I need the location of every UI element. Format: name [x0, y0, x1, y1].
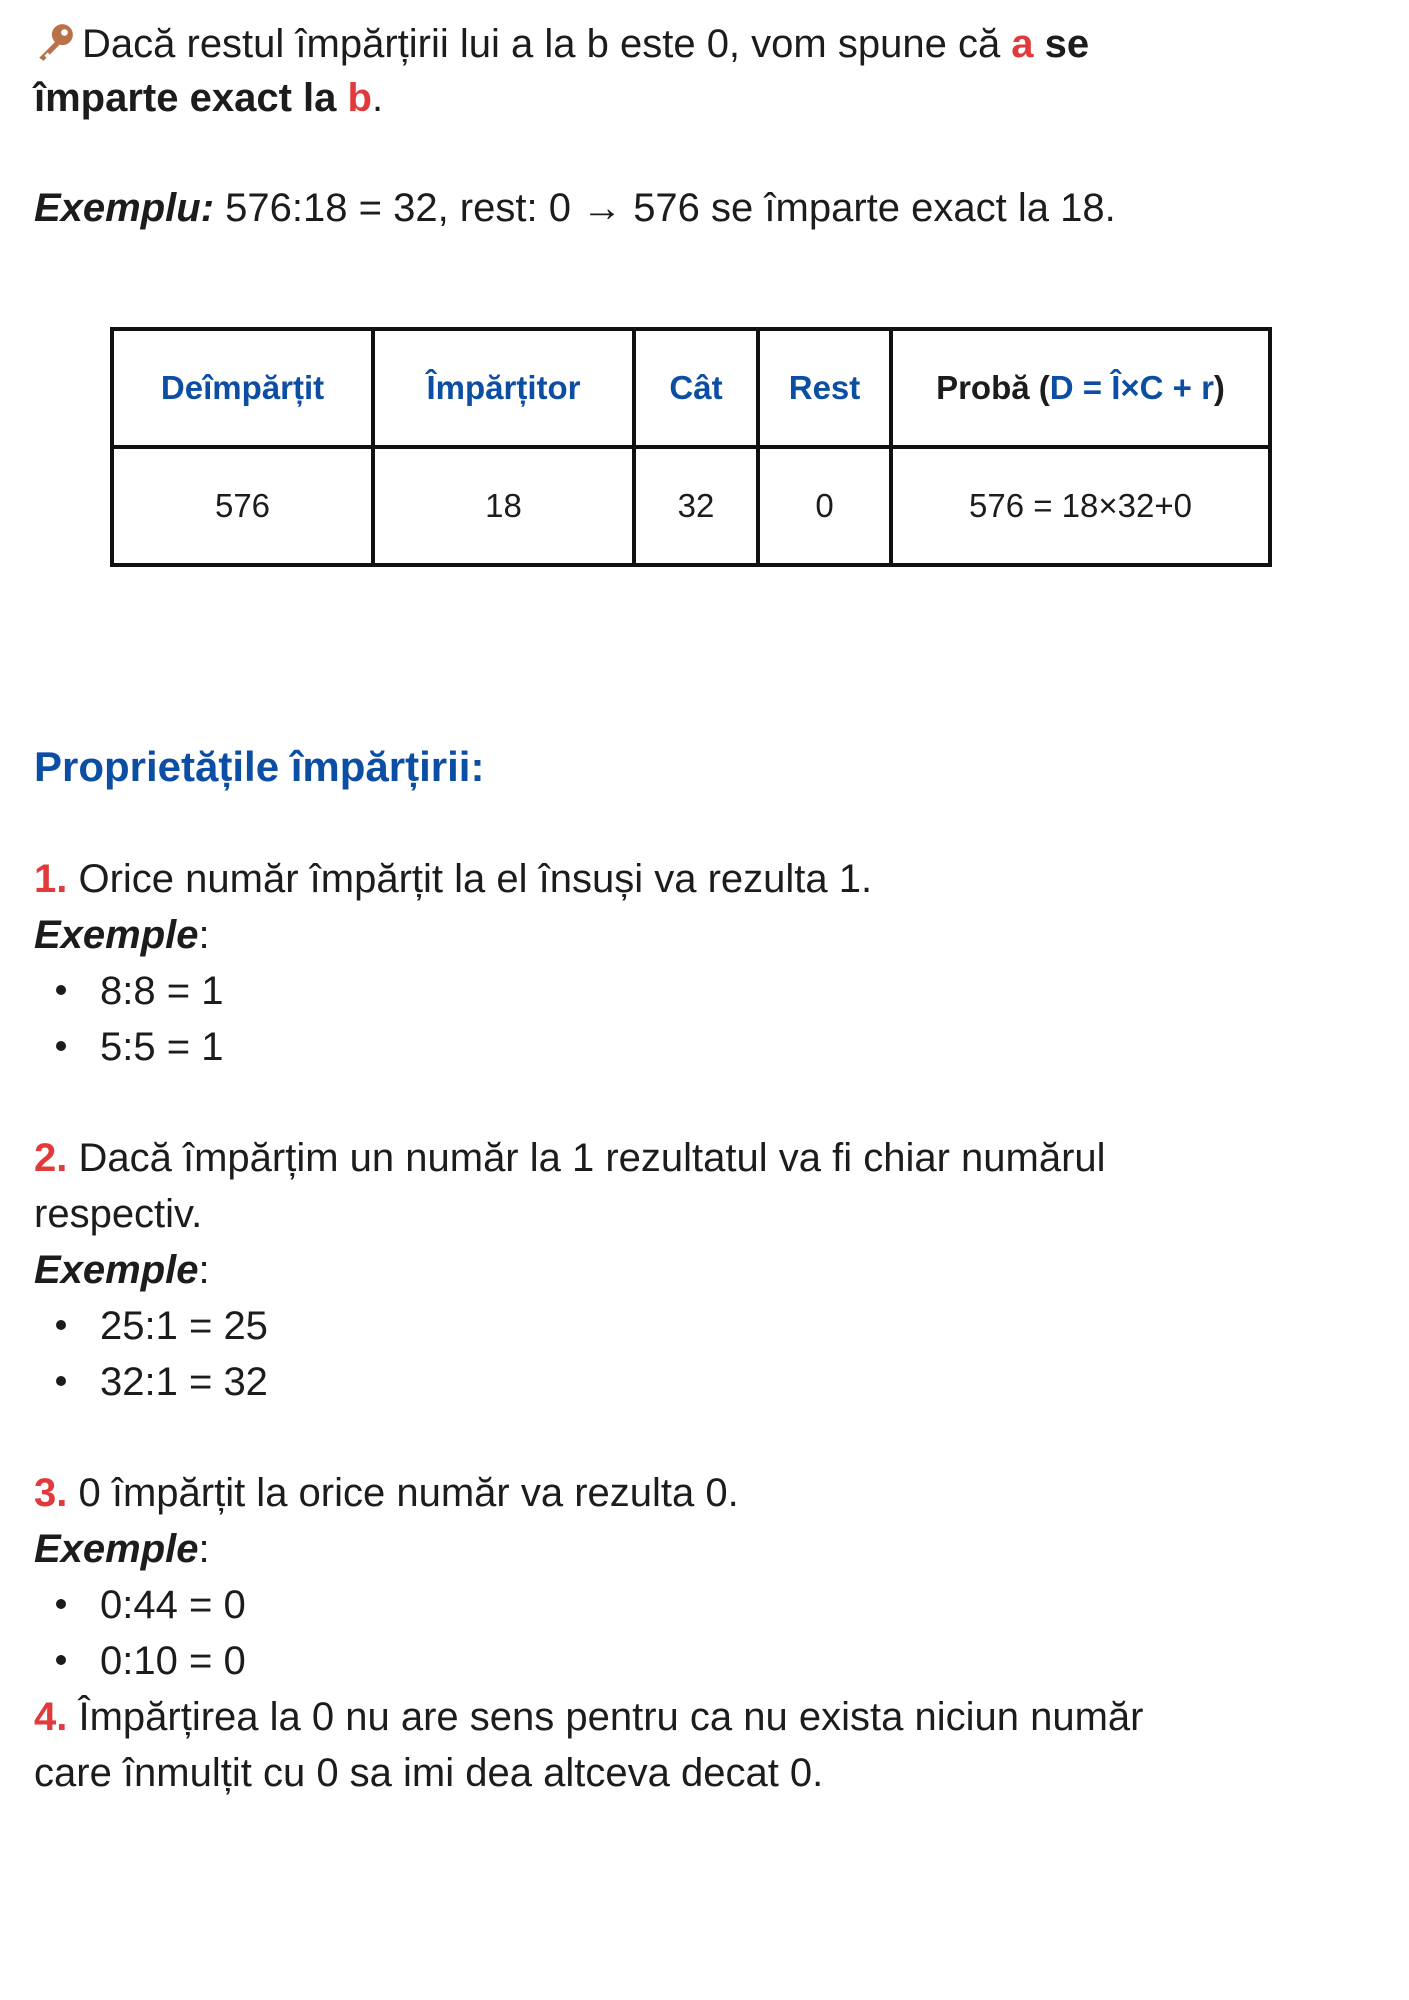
list-item: 5:5 = 1 [56, 1019, 223, 1075]
intro-bold: împarte exact la [34, 76, 348, 120]
property-2-examples-label: Exemple: [34, 1248, 210, 1292]
var-a: a [1011, 22, 1034, 66]
property-2-text-cont: respectiv. [34, 1192, 203, 1236]
example-line [34, 180, 1116, 236]
var-b: b [347, 76, 372, 120]
example-label: Exemplu: [34, 186, 215, 230]
cell-cat: 32 [634, 447, 758, 565]
property-2 [34, 1130, 1106, 1186]
cell-proba: 576 = 18×32+0 [891, 447, 1270, 565]
intro-text: Dacă restul împărțirii lui a la b este 0, vom spune că [82, 22, 1012, 66]
property-2-text: Dacă împărțim un număr la 1 rezultatul va fi chiar numărul [67, 1136, 1106, 1180]
table-header-row [112, 329, 1270, 447]
intro-se: se [1033, 22, 1090, 66]
property-1-examples-label: Exemple: [34, 913, 210, 957]
bullet-icon [56, 1599, 66, 1609]
property-1-text: Orice număr împărțit la el însuși va rezulta 1. [67, 857, 873, 901]
col-proba: Probă (D = Î×C + r) [891, 329, 1270, 447]
bullet-icon [56, 1041, 66, 1051]
division-table [110, 327, 1272, 567]
property-3 [34, 1465, 739, 1521]
property-4-number: 4. [34, 1695, 68, 1739]
property-3-examples-label: Exemple: [34, 1527, 210, 1571]
col-rest: Rest [758, 329, 891, 447]
intro-end: . [371, 76, 384, 120]
property-1-number: 1. [34, 857, 68, 901]
list-item: 0:44 = 0 [56, 1577, 246, 1633]
intro-line-1 [34, 16, 1089, 72]
key-icon [34, 21, 76, 63]
property-4 [34, 1689, 1144, 1745]
properties-heading: Proprietățile împărțirii: [34, 743, 485, 790]
list-item: 25:1 = 25 [56, 1298, 268, 1354]
col-impartitor: Împărțitor [373, 329, 634, 447]
property-3-number: 3. [34, 1471, 68, 1515]
property-4-text: Împărțirea la 0 nu are sens pentru ca nu exista niciun număr [67, 1695, 1144, 1739]
cell-deimpartit: 576 [112, 447, 373, 565]
property-1 [34, 851, 872, 907]
example-text: 576:18 = 32, rest: 0 → 576 se împarte exact la 18. [214, 186, 1116, 230]
list-item: 8:8 = 1 [56, 963, 223, 1019]
cell-rest: 0 [758, 447, 891, 565]
bullet-icon [56, 1655, 66, 1665]
property-4-text-cont: care înmulțit cu 0 sa imi dea altceva decat 0. [34, 1751, 824, 1795]
list-item: 32:1 = 32 [56, 1354, 268, 1410]
bullet-icon [56, 985, 66, 995]
cell-impartitor: 18 [373, 447, 634, 565]
col-deimpartit: Deîmpărțit [112, 329, 373, 447]
property-2-number: 2. [34, 1136, 68, 1180]
intro-line-2 [34, 70, 383, 126]
col-cat: Cât [634, 329, 758, 447]
list-item: 0:10 = 0 [56, 1633, 246, 1689]
table-row [112, 447, 1270, 565]
property-3-text: 0 împărțit la orice număr va rezulta 0. [67, 1471, 739, 1515]
bullet-icon [56, 1320, 66, 1330]
bullet-icon [56, 1376, 66, 1386]
